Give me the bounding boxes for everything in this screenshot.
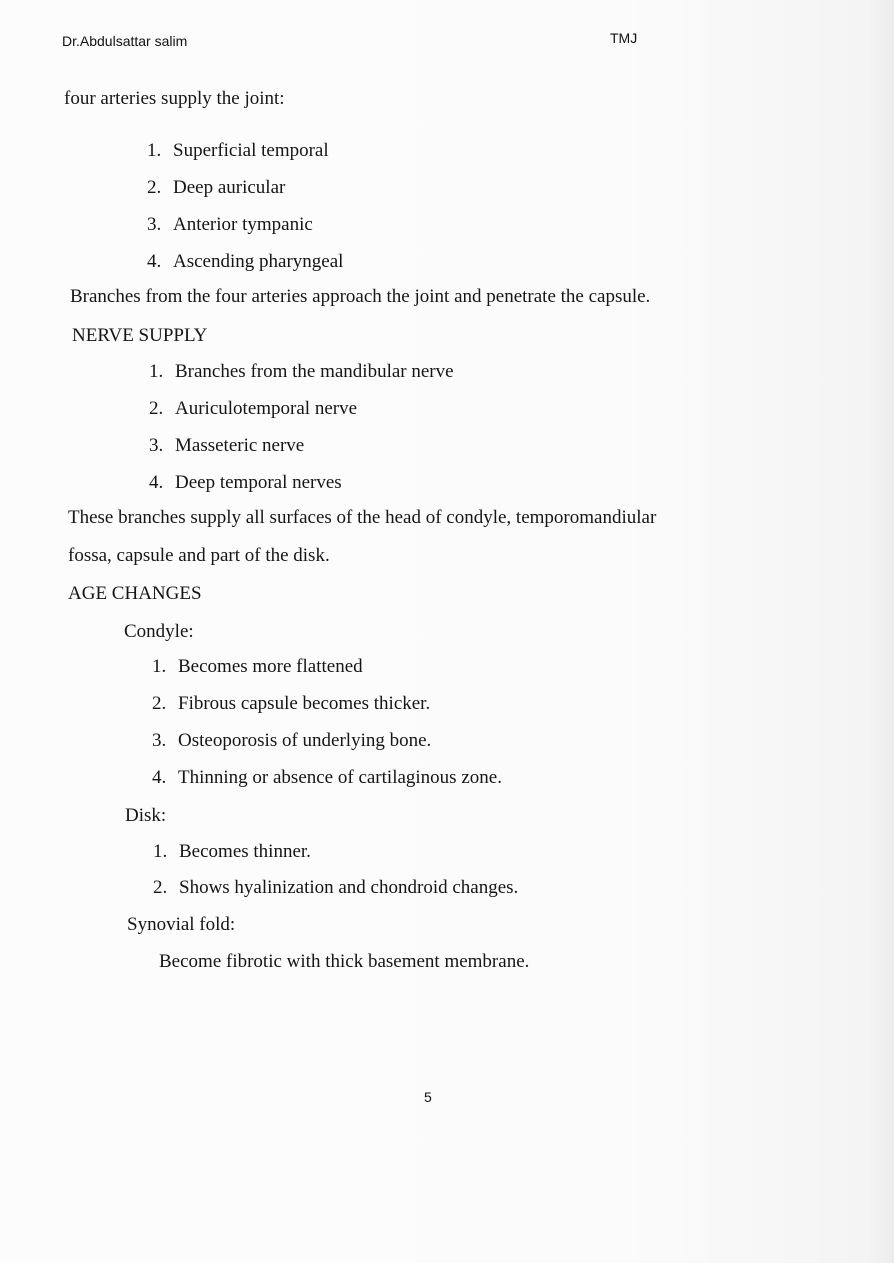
list-text: Deep auricular (173, 177, 286, 198)
list-number: 1. (149, 361, 164, 382)
list-text: Osteoporosis of underlying bone. (178, 730, 432, 751)
list-number: 4. (147, 251, 162, 272)
list-text: Thinning or absence of cartilaginous zone. (178, 767, 502, 788)
list-text: Becomes thinner. (179, 841, 311, 862)
list-text: Fibrous capsule becomes thicker. (178, 693, 431, 714)
list-number: 3. (149, 435, 164, 456)
list-number: 1. (153, 841, 168, 862)
header-author: Dr.Abdulsattar salim (62, 33, 188, 49)
list-item (147, 140, 329, 162)
arteries-intro: four arteries supply the joint: (64, 88, 285, 109)
list-text: Auriculotemporal nerve (175, 398, 358, 419)
list-text: Ascending pharyngeal (173, 251, 344, 272)
list-item (147, 177, 285, 199)
synovial-fold-text: Become fibrotic with thick basement membrane. (159, 951, 530, 972)
nerve-note-line1: These branches supply all surfaces of the head of condyle, temporomandiular (68, 507, 657, 528)
header-topic: TMJ (610, 30, 638, 46)
list-number: 2. (153, 877, 168, 898)
condyle-label: Condyle: (124, 621, 194, 642)
list-text: Masseteric nerve (175, 435, 305, 456)
list-item (149, 361, 454, 383)
age-changes-heading: AGE CHANGES (68, 583, 202, 604)
list-item (149, 398, 357, 420)
list-text: Branches from the mandibular nerve (175, 361, 454, 382)
list-text: Anterior tympanic (173, 214, 313, 235)
list-number: 4. (152, 767, 167, 788)
list-number: 1. (152, 656, 167, 677)
list-item (152, 693, 430, 715)
list-number: 4. (149, 472, 164, 493)
list-item (147, 214, 313, 236)
list-item (152, 656, 363, 678)
disk-label: Disk: (125, 805, 167, 826)
nerve-supply-heading: NERVE SUPPLY (72, 325, 208, 346)
list-item (149, 472, 342, 494)
nerve-note-line2: fossa, capsule and part of the disk. (68, 545, 330, 566)
list-number: 2. (152, 693, 167, 714)
list-item (152, 767, 502, 789)
list-number: 2. (147, 177, 162, 198)
arteries-note: Branches from the four arteries approach the joint and penetrate the capsule. (70, 286, 651, 307)
list-item (153, 841, 311, 863)
list-text: Deep temporal nerves (175, 472, 342, 493)
page-number: 5 (424, 1089, 432, 1105)
list-item (152, 730, 431, 752)
list-number: 3. (152, 730, 167, 751)
synovial-fold-label: Synovial fold: (127, 914, 236, 935)
list-item (149, 435, 304, 457)
list-item (147, 251, 343, 273)
list-item (153, 877, 518, 899)
list-number: 3. (147, 214, 162, 235)
list-text: Becomes more flattened (178, 656, 363, 677)
list-text: Superficial temporal (173, 140, 329, 161)
list-number: 2. (149, 398, 164, 419)
list-text: Shows hyalinization and chondroid changes. (179, 877, 519, 898)
list-number: 1. (147, 140, 162, 161)
